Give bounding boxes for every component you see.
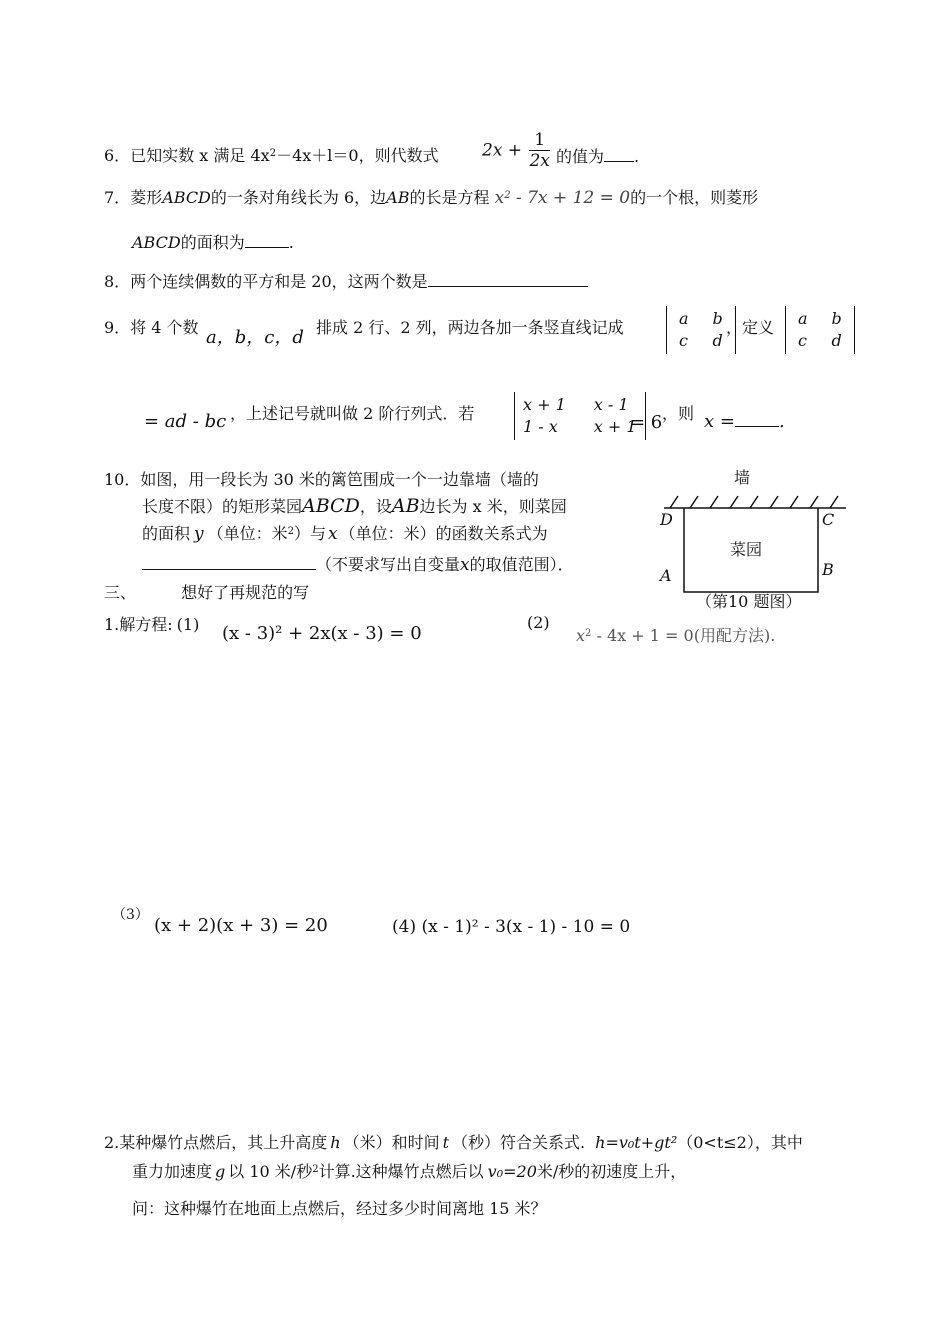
q6-text3: 的值为 [556,147,605,166]
q9-text5: ，则 [662,404,695,423]
q9-text4: ，上述记号就叫做 2 阶行列式．若 [230,404,475,423]
question-7 [104,188,758,208]
question-7-line2 [132,232,294,253]
q9-answer-blank[interactable] [735,411,779,427]
q10-line2a: 长度不限）的矩形菜园 [142,497,303,516]
question-9 [104,318,199,338]
q6-end: . [634,147,640,166]
figure-wall-label: 墙 [734,468,751,487]
q6-fraction [529,130,549,171]
m3-a: x + 1 [523,395,566,414]
figure-label-c: C [822,510,835,529]
q7-eq-rest: - 7x + 12 = 0 [510,188,631,208]
q10-line3-y: y [194,524,204,544]
q7-answer-blank[interactable] [245,232,289,248]
q10-line3-x: x [328,524,338,544]
figure-caption: （第10 题图） [696,592,802,611]
figure-label-b: B [822,560,834,579]
q7-line2-abcd: ABCD [132,233,181,252]
q7-eq-sup: 2 [504,190,511,201]
m2-a: a [798,309,808,328]
q10-line3-sup: 2 [287,526,295,537]
equation-3: (x + 2)(x + 3) = 20 [154,915,328,936]
figure-label-d: D [660,510,673,529]
determinant-2 [785,306,855,354]
q10-answer-blank[interactable] [142,554,316,570]
q7-text4: 的一个根，则菱形 [630,188,759,207]
q2-line2d: 米/秒的初速度上升， [536,1162,687,1181]
q2-line2-sup: 2 [312,1164,319,1175]
q10-line4b: 的取值范围）． [469,555,574,574]
q7-number: 7． [104,188,131,207]
m1-b: b [712,309,723,328]
q6-answer-blank[interactable] [604,146,634,162]
q10-line3a: 的面积 [142,524,191,543]
q2-t: t [442,1133,450,1152]
q10-line3c: ）与 [294,524,327,543]
m3-c: 1 - x [523,417,558,436]
determinant-3 [514,392,646,440]
q9-text1: 将 4 个数 [130,318,199,337]
m1-c: c [679,331,688,350]
q6-frac-den: 2x [529,151,550,171]
section-3-number: 三、 [104,583,137,602]
q10-line3 [142,524,548,544]
m1-d: d [712,331,723,350]
problem-2-line1 [104,1133,803,1153]
q6-frac-num: 1 [529,130,549,151]
q2-g: g [215,1162,226,1181]
q2-range: （0<t≤2），其中 [677,1133,803,1152]
q7-text1: 菱形 [130,188,163,207]
problem-2-line3: 问：这种爆竹在地面上点燃后，经过多少时间离地 15 米？ [132,1199,547,1218]
q10-line4 [142,554,574,575]
q9-vars: a，b，c，d [206,327,304,348]
q9-matrix-2 [785,306,855,354]
q6-text1: 已知实数 x 满足 4x [130,146,270,165]
solve-p3: （3） [112,907,149,923]
m2-d: d [831,331,842,350]
q2-h: h [330,1133,341,1152]
q9-text2: 排成 2 行、2 列，两边各加一条竖直线记成 [316,318,624,337]
q10-line4a: （不要求写出自变量 [316,555,461,574]
q9-xeq [704,411,785,432]
solve-p4: (4) [392,917,417,937]
q7-text2: 的一条对角线长为 6，边 [210,188,387,207]
eq2-end: . [770,626,776,645]
q10-line2 [142,496,567,517]
q9-eq6: = 6 [630,412,663,433]
q10-line2c: 边长为 x 米，则菜园 [419,497,567,516]
q9-definition: = ad - bc [144,411,227,432]
q7-equation [495,188,630,208]
figure-inner-label: 菜园 [730,540,763,559]
q6-expr-pre: 2x + [482,140,523,161]
question-8 [104,271,588,292]
q7-end: . [288,233,294,252]
question-6 [104,146,439,166]
q2-line1b: （米）和时间 [343,1133,440,1152]
eq2-x: x [576,626,586,645]
problem-2-line2 [104,1162,686,1182]
solve-p2: (2) [527,613,550,632]
q8-number: 8． [104,272,131,291]
m1-a: a [679,309,689,328]
equation-4 [392,917,630,937]
q2-line1c: （秒）符合关系式. [452,1133,586,1152]
m2-b: b [831,309,842,328]
q6-text2: －4x＋l＝0，则代数式 [276,146,439,165]
m3-b: x - 1 [593,395,629,414]
question-10 [104,470,539,490]
q6-tail [556,146,639,167]
equation-2 [576,626,775,646]
q10-line3d: （单位：米）的函数关系式为 [339,524,548,543]
q6-expression [482,130,552,171]
m3-d: x + 1 [593,417,637,436]
q10-number: 10． [104,470,141,489]
q10-line2-abcd: ABCD [302,495,360,517]
q7-abcd: ABCD [162,188,211,207]
eq2-note: (用配方法) [693,626,771,645]
solve-label-text: 1.解方程: [104,615,173,634]
q2-v0: v₀=20 [487,1162,537,1181]
q10-line2b: ，设 [359,497,392,516]
eq4-text: (x - 1)² - 3(x - 1) - 10 = 0 [421,917,631,937]
q2-line2b: 以 10 米/秒 [228,1162,313,1181]
q9-xeq-text: x = [704,411,735,432]
q2-line2c: 计算.这种爆竹点燃后以 [318,1162,484,1181]
q9-number: 9． [104,318,131,337]
q8-text: 两个连续偶数的平方和是 20，这两个数是 [130,272,428,291]
eq2-rest: - 4x + 1 = 0 [591,626,694,645]
q10-figure [654,462,854,622]
q2-line2a: 重力加速度 [132,1162,213,1181]
solve-p1: (1) [176,615,200,634]
section-3-heading [104,583,309,603]
q10-line3b: （单位：米 [207,524,288,543]
q9-end: . [778,411,785,432]
q8-answer-blank[interactable] [428,271,588,287]
q7-text3: 的长是方程 [409,188,490,207]
q9-text3: ，定义 [726,318,775,337]
q7-eq-x: x [494,188,505,208]
q7-ab: AB [386,188,410,207]
q2-formula: h=v₀t+gt² [595,1133,678,1152]
q7-line2-text: 的面积为 [180,233,245,252]
m2-c: c [798,331,807,350]
q10-line1: 如图，用一段长为 30 米的篱笆围成一个一边靠墙（墙的 [140,470,539,489]
q2-line1a: 2.某种爆竹点燃后，其上升高度 [104,1133,328,1152]
solve-label [104,615,199,635]
q10-line2-ab: AB [391,495,420,517]
q10-line4-x: x [460,555,470,575]
section-3-title: 想好了再规范的写 [181,583,310,602]
equation-1: (x - 3)² + 2x(x - 3) = 0 [222,623,422,644]
figure-label-a: A [660,566,672,585]
q6-sup: 2 [269,148,277,159]
q9-matrix-3 [514,392,646,440]
eq2-sup: 2 [585,628,592,639]
q6-number: 6． [104,146,131,165]
